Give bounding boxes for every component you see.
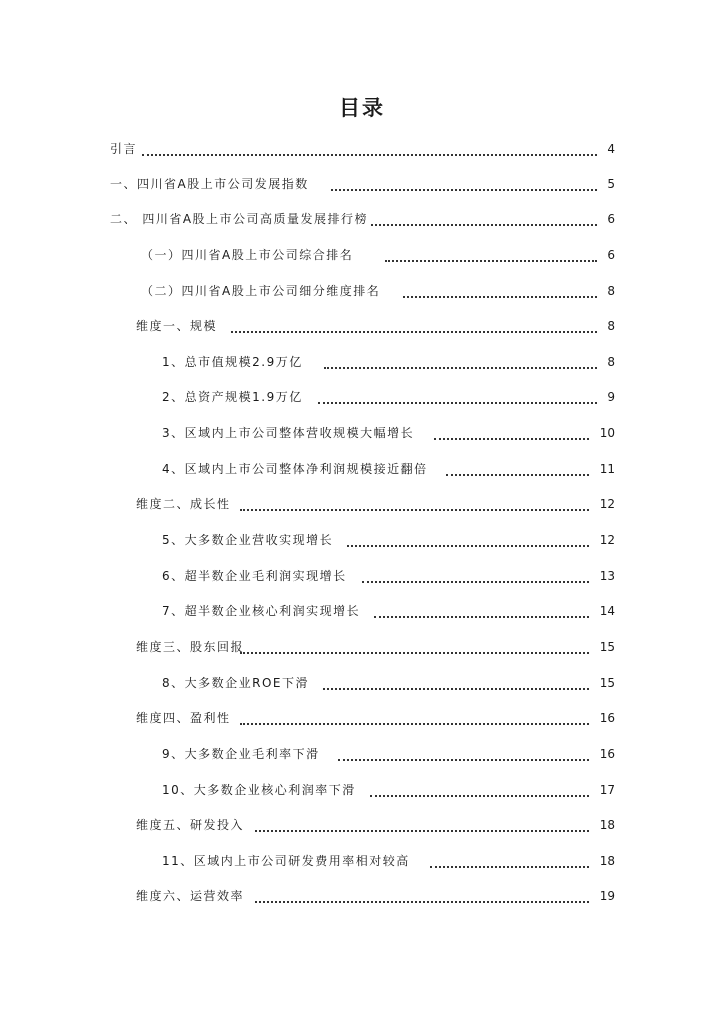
- dotted-leader: [434, 434, 589, 440]
- toc-page-number: 10: [599, 426, 615, 440]
- toc-entry[interactable]: [0, 744, 724, 764]
- dotted-leader: [403, 292, 597, 298]
- dotted-leader: [240, 648, 589, 654]
- toc-entry[interactable]: [0, 530, 724, 550]
- toc-entry[interactable]: [0, 637, 724, 657]
- toc-entry-label: 3、区域内上市公司整体营收规模大幅增长: [162, 426, 415, 440]
- toc-entry-label: 11、区域内上市公司研发费用率相对较高: [162, 854, 410, 868]
- toc-page-number: 4: [607, 142, 615, 156]
- toc-entry[interactable]: [0, 673, 724, 693]
- dotted-leader: [362, 577, 589, 583]
- toc-entry-label: 二、 四川省A股上市公司高质量发展排行榜: [110, 212, 369, 226]
- toc-entry[interactable]: [0, 601, 724, 621]
- toc-entry-label: （二）四川省A股上市公司细分维度排名: [141, 284, 381, 298]
- toc-entry-label: 7、超半数企业核心利润实现增长: [162, 604, 361, 618]
- toc-entry[interactable]: [0, 316, 724, 336]
- dotted-leader: [255, 897, 589, 903]
- toc-entry-label: （一）四川省A股上市公司综合排名: [141, 248, 354, 262]
- toc-entry-label: 9、大多数企业毛利率下滑: [162, 747, 320, 761]
- toc-entry[interactable]: [0, 245, 724, 265]
- dotted-leader: [142, 150, 597, 156]
- toc-page-number: 15: [599, 640, 615, 654]
- toc-entry-label: 维度三、股东回报: [136, 640, 245, 654]
- toc-page-number: 14: [599, 604, 615, 618]
- toc-entry-label: 维度六、运营效率: [136, 889, 245, 903]
- toc-entry-label: 5、大多数企业营收实现增长: [162, 533, 334, 547]
- dotted-leader: [323, 684, 589, 690]
- toc-entry[interactable]: [0, 494, 724, 514]
- dotted-leader: [385, 256, 597, 262]
- toc-entry-label: 6、超半数企业毛利润实现增长: [162, 569, 347, 583]
- dotted-leader: [240, 719, 589, 725]
- toc-entry[interactable]: [0, 209, 724, 229]
- toc-page-number: 16: [599, 747, 615, 761]
- toc-entry-label: 维度四、盈利性: [136, 711, 231, 725]
- toc-page-number: 8: [607, 355, 615, 369]
- dotted-leader: [255, 826, 589, 832]
- toc-entry[interactable]: [0, 566, 724, 586]
- toc-page-number: 12: [599, 497, 615, 511]
- toc-page-number: 6: [607, 248, 615, 262]
- dotted-leader: [231, 327, 597, 333]
- toc-entry-label: 10、大多数企业核心利润率下滑: [162, 783, 356, 797]
- toc-entry-label: 维度一、规模: [136, 319, 218, 333]
- toc-entry-label: 4、区域内上市公司整体净利润规模接近翻倍: [162, 462, 428, 476]
- toc-entry-label: 一、四川省A股上市公司发展指数: [110, 177, 309, 191]
- toc-entry[interactable]: [0, 708, 724, 728]
- dotted-leader: [318, 398, 597, 404]
- toc-page-number: 19: [599, 889, 615, 903]
- toc-page-number: 6: [607, 212, 615, 226]
- page-title: 目录: [339, 96, 385, 120]
- dotted-leader: [240, 505, 589, 511]
- toc-entry-label: 8、大多数企业ROE下滑: [162, 676, 310, 690]
- toc-page-number: 18: [599, 818, 615, 832]
- dotted-leader: [338, 755, 589, 761]
- toc-entry[interactable]: [0, 851, 724, 871]
- toc-entry-label: 维度五、研发投入: [136, 818, 245, 832]
- toc-entry[interactable]: [0, 139, 724, 159]
- dotted-leader: [324, 363, 597, 369]
- toc-page-number: 8: [607, 319, 615, 333]
- toc-entry[interactable]: [0, 780, 724, 800]
- toc-page-number: 17: [599, 783, 615, 797]
- toc-page-number: 18: [599, 854, 615, 868]
- dotted-leader: [331, 185, 597, 191]
- toc-entry-label: 引言: [110, 142, 138, 156]
- toc-entry[interactable]: [0, 281, 724, 301]
- toc-page-number: 9: [607, 390, 615, 404]
- toc-page-number: 16: [599, 711, 615, 725]
- dotted-leader: [370, 791, 589, 797]
- toc-page-number: 11: [599, 462, 615, 476]
- toc-entry-label: 2、总资产规模1.9万亿: [162, 390, 303, 404]
- dotted-leader: [446, 470, 589, 476]
- toc-entry[interactable]: [0, 423, 724, 443]
- toc-entry[interactable]: [0, 174, 724, 194]
- dotted-leader: [371, 220, 597, 226]
- toc-page-number: 12: [599, 533, 615, 547]
- toc-entry-label: 1、总市值规模2.9万亿: [162, 355, 303, 369]
- toc-page-number: 15: [599, 676, 615, 690]
- toc-entry[interactable]: [0, 886, 724, 906]
- toc-entry[interactable]: [0, 352, 724, 372]
- toc-entry[interactable]: [0, 459, 724, 479]
- toc-entry[interactable]: [0, 387, 724, 407]
- dotted-leader: [347, 541, 589, 547]
- toc-entry-label: 维度二、成长性: [136, 497, 231, 511]
- toc-page-number: 5: [607, 177, 615, 191]
- toc-entry[interactable]: [0, 815, 724, 835]
- dotted-leader: [374, 612, 589, 618]
- toc-page-number: 8: [607, 284, 615, 298]
- dotted-leader: [430, 862, 589, 868]
- toc-page-number: 13: [599, 569, 615, 583]
